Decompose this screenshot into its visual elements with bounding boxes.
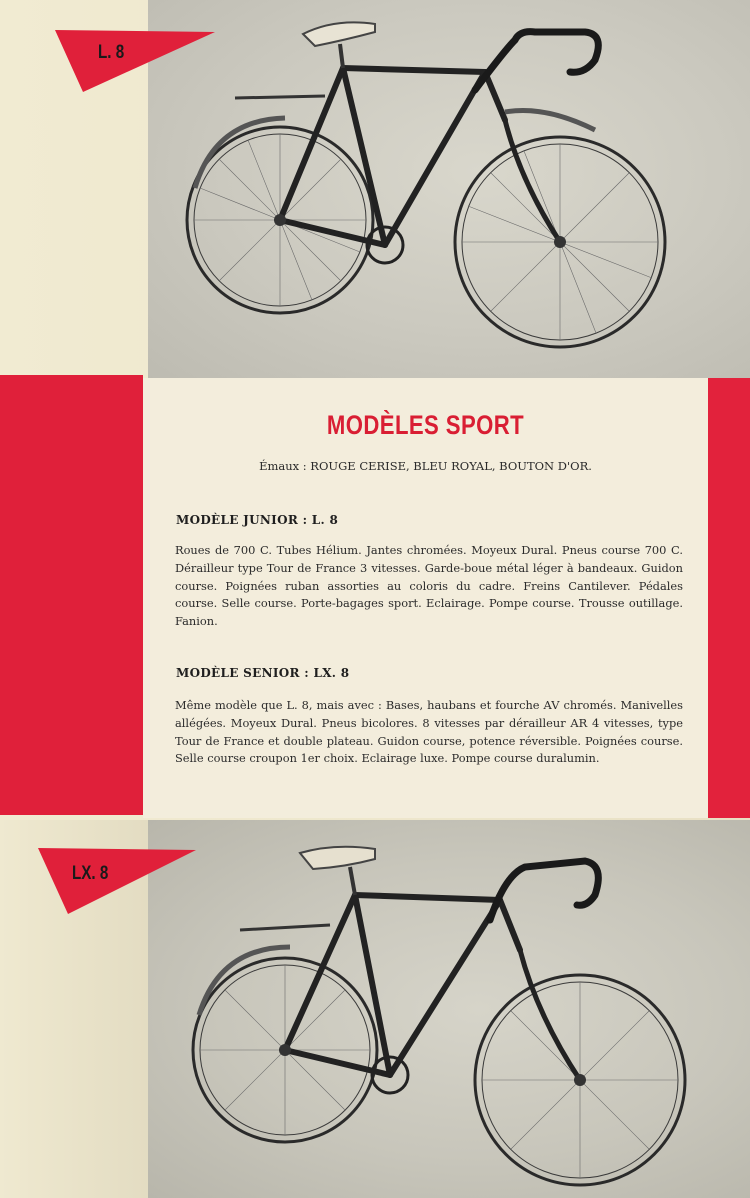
red-band-right — [708, 378, 750, 818]
pennant-shape — [38, 848, 198, 914]
senior-heading: MODÈLE SENIOR : LX. 8 — [176, 666, 350, 680]
junior-description: Roues de 700 C. Tubes Hélium. Jantes chromées. Moyeux Dural. Pneus course 700 C. Dérailleur type Tour de France 3 vitesses. Garde-boue métal léger à bandeaux. Guidon course. Poignées ruban assorties au coloris du cadre. Freins Cantilever. Pédales course. Selle course. Porte-bagages sport. Eclairage. Pompe course. Trousse outillage. Fanion. — [175, 543, 683, 629]
junior-heading: MODÈLE JUNIOR : L. 8 — [176, 513, 339, 527]
pennant-shape — [55, 30, 215, 92]
top-model-tag: L. 8 — [98, 42, 125, 63]
colors-line: Émaux : ROUGE CERISE, BLEU ROYAL, BOUTON D'OR. — [259, 459, 592, 473]
red-band-left — [0, 375, 143, 815]
bottom-model-pennant — [38, 848, 198, 914]
bottom-model-tag: LX. 8 — [72, 863, 109, 884]
senior-description: Même modèle que L. 8, mais avec : Bases, haubans et fourche AV chromés. Manivelles allégées. Moyeux Dural. Pneus bicolores. 8 vitesses par dérailleur AR 4 vitesses, type Tour de France et double plateau. Guidon course, potence réversible. Poignées course. Selle course croupon 1er choix. Eclairage luxe. Pompe course duralumin. — [175, 698, 683, 766]
page-title: MODÈLES SPORT — [326, 410, 525, 440]
bicycle-l8-image — [175, 10, 695, 375]
bicycle-lx8-image — [185, 835, 705, 1195]
top-model-pennant — [55, 30, 215, 92]
